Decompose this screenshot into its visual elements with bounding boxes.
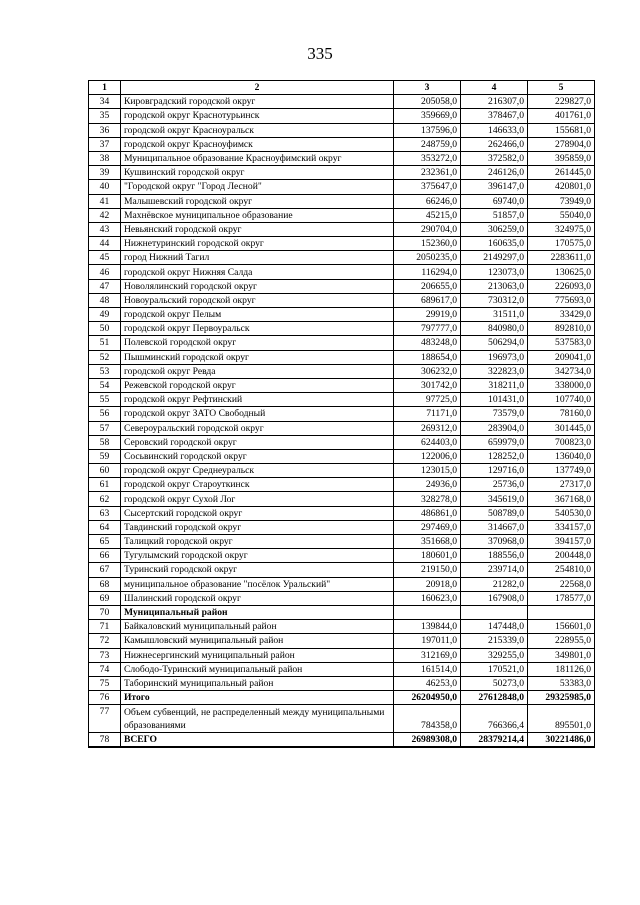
- row-value-4: 329255,0: [461, 648, 528, 662]
- row-value-4: 840980,0: [461, 322, 528, 336]
- row-value-5: 420801,0: [528, 180, 595, 194]
- row-name: городской округ Пелым: [120, 308, 393, 322]
- table-row: [89, 549, 595, 563]
- row-value-4: 129716,0: [461, 464, 528, 478]
- row-value-3: 97725,0: [394, 393, 461, 407]
- row-value-3: 269312,0: [394, 421, 461, 435]
- row-name: Кушвинский городской округ: [120, 166, 393, 180]
- row-value-4: 306259,0: [461, 222, 528, 236]
- row-value-4: 2149297,0: [461, 251, 528, 265]
- row-value-4: 51857,0: [461, 208, 528, 222]
- row-value-3: 353272,0: [394, 151, 461, 165]
- row-value-5: 156601,0: [528, 620, 595, 634]
- row-value-3: 689617,0: [394, 293, 461, 307]
- row-value-4: 314667,0: [461, 520, 528, 534]
- table-row: [89, 166, 595, 180]
- col-header-1: 1: [89, 81, 121, 95]
- row-value-3: 328278,0: [394, 492, 461, 506]
- row-number: 67: [89, 563, 121, 577]
- row-value-5: 22568,0: [528, 577, 595, 591]
- row-value-4: 28379214,4: [461, 733, 528, 748]
- row-name: Муниципальное образование Красноуфимский округ: [120, 151, 393, 165]
- row-number: 71: [89, 620, 121, 634]
- table-row: [89, 350, 595, 364]
- row-name: Объем субвенций, не распределенный между муниципальными образованиями: [120, 705, 393, 733]
- row-value-3: 301742,0: [394, 378, 461, 392]
- table-row: [89, 123, 595, 137]
- row-value-5: 338000,0: [528, 378, 595, 392]
- row-value-4: [461, 605, 528, 619]
- row-number: 52: [89, 350, 121, 364]
- row-value-5: 228955,0: [528, 634, 595, 648]
- row-value-5: 30221486,0: [528, 733, 595, 748]
- row-value-3: 152360,0: [394, 237, 461, 251]
- table-row: [89, 464, 595, 478]
- row-number: 70: [89, 605, 121, 619]
- table-row: [89, 378, 595, 392]
- row-name: ВСЕГО: [120, 733, 393, 748]
- row-number: 39: [89, 166, 121, 180]
- row-value-5: 78160,0: [528, 407, 595, 421]
- row-number: 62: [89, 492, 121, 506]
- table-row: [89, 322, 595, 336]
- col-header-4: 4: [461, 81, 528, 95]
- row-number: 57: [89, 421, 121, 435]
- row-number: 44: [89, 237, 121, 251]
- row-name: городской округ Красноуральск: [120, 123, 393, 137]
- row-value-4: 396147,0: [461, 180, 528, 194]
- col-header-2: 2: [120, 81, 393, 95]
- row-value-4: 659979,0: [461, 435, 528, 449]
- row-number: 59: [89, 449, 121, 463]
- table-row: [89, 407, 595, 421]
- table-row: [89, 237, 595, 251]
- table-row: [89, 591, 595, 605]
- row-value-5: 394157,0: [528, 535, 595, 549]
- row-value-4: 730312,0: [461, 293, 528, 307]
- row-number: 66: [89, 549, 121, 563]
- row-value-3: 486861,0: [394, 506, 461, 520]
- row-value-4: 506294,0: [461, 336, 528, 350]
- row-value-4: 69740,0: [461, 194, 528, 208]
- table-row: [89, 676, 595, 690]
- row-value-4: 318211,0: [461, 378, 528, 392]
- row-value-5: 301445,0: [528, 421, 595, 435]
- table-row: [89, 421, 595, 435]
- row-number: 61: [89, 478, 121, 492]
- row-name: город Нижний Тагил: [120, 251, 393, 265]
- row-name: городской округ Рефтинский: [120, 393, 393, 407]
- row-name: Тавдинский городской округ: [120, 520, 393, 534]
- row-name: Итого: [120, 691, 393, 705]
- row-value-4: 170521,0: [461, 662, 528, 676]
- row-number: 47: [89, 279, 121, 293]
- row-value-4: 160635,0: [461, 237, 528, 251]
- row-number: 64: [89, 520, 121, 534]
- row-value-4: 123073,0: [461, 265, 528, 279]
- row-value-4: 345619,0: [461, 492, 528, 506]
- row-value-4: 766366,4: [461, 705, 528, 733]
- row-number: 76: [89, 691, 121, 705]
- row-value-5: 200448,0: [528, 549, 595, 563]
- row-value-5: 537583,0: [528, 336, 595, 350]
- row-value-3: 71171,0: [394, 407, 461, 421]
- table-row: [89, 705, 595, 733]
- row-value-5: 892810,0: [528, 322, 595, 336]
- row-value-5: 137749,0: [528, 464, 595, 478]
- row-value-5: 178577,0: [528, 591, 595, 605]
- row-value-5: 130625,0: [528, 265, 595, 279]
- row-value-3: [394, 605, 461, 619]
- row-number: 51: [89, 336, 121, 350]
- col-header-3: 3: [394, 81, 461, 95]
- row-number: 74: [89, 662, 121, 676]
- row-value-3: 180601,0: [394, 549, 461, 563]
- row-number: 35: [89, 109, 121, 123]
- row-value-4: 147448,0: [461, 620, 528, 634]
- row-number: 49: [89, 308, 121, 322]
- row-value-5: 775693,0: [528, 293, 595, 307]
- row-value-5: 2283611,0: [528, 251, 595, 265]
- row-name: Махнёвское муниципальное образование: [120, 208, 393, 222]
- row-value-5: 53383,0: [528, 676, 595, 690]
- row-value-3: 290704,0: [394, 222, 461, 236]
- row-number: 56: [89, 407, 121, 421]
- row-number: 38: [89, 151, 121, 165]
- row-value-5: 254810,0: [528, 563, 595, 577]
- row-value-4: 262466,0: [461, 137, 528, 151]
- table-row: [89, 662, 595, 676]
- row-name: Нижнетуринский городской округ: [120, 237, 393, 251]
- row-value-5: 136040,0: [528, 449, 595, 463]
- table-row: [89, 520, 595, 534]
- row-value-5: 107740,0: [528, 393, 595, 407]
- row-value-3: 232361,0: [394, 166, 461, 180]
- row-value-4: 322823,0: [461, 364, 528, 378]
- table-row: [89, 563, 595, 577]
- row-value-5: 73949,0: [528, 194, 595, 208]
- row-number: 65: [89, 535, 121, 549]
- row-number: 72: [89, 634, 121, 648]
- row-name: Малышевский городской округ: [120, 194, 393, 208]
- row-name: городской округ Нижняя Салда: [120, 265, 393, 279]
- row-value-4: 128252,0: [461, 449, 528, 463]
- table-row: [89, 492, 595, 506]
- row-name: муниципальное образование "посёлок Уральский": [120, 577, 393, 591]
- table-row: [89, 648, 595, 662]
- row-value-3: 45215,0: [394, 208, 461, 222]
- row-value-4: 73579,0: [461, 407, 528, 421]
- table-row: [89, 137, 595, 151]
- row-value-4: 378467,0: [461, 109, 528, 123]
- row-value-5: 155681,0: [528, 123, 595, 137]
- row-value-3: 483248,0: [394, 336, 461, 350]
- row-number: 34: [89, 95, 121, 109]
- row-value-5: 181126,0: [528, 662, 595, 676]
- table-row: [89, 620, 595, 634]
- row-value-5: 170575,0: [528, 237, 595, 251]
- table-row: [89, 180, 595, 194]
- row-value-3: 297469,0: [394, 520, 461, 534]
- row-value-3: 26989308,0: [394, 733, 461, 748]
- row-value-5: 55040,0: [528, 208, 595, 222]
- table-row: [89, 251, 595, 265]
- table-row: [89, 393, 595, 407]
- row-value-5: 349801,0: [528, 648, 595, 662]
- table-row: [89, 364, 595, 378]
- row-name: городской округ Староуткинск: [120, 478, 393, 492]
- row-number: 50: [89, 322, 121, 336]
- row-value-5: 395859,0: [528, 151, 595, 165]
- row-value-4: 188556,0: [461, 549, 528, 563]
- row-value-5: 342734,0: [528, 364, 595, 378]
- row-value-3: 219150,0: [394, 563, 461, 577]
- row-value-5: 700823,0: [528, 435, 595, 449]
- row-value-3: 188654,0: [394, 350, 461, 364]
- row-name: Новоуральский городской округ: [120, 293, 393, 307]
- row-value-4: 508789,0: [461, 506, 528, 520]
- page-number: 335: [307, 44, 333, 63]
- row-value-4: 146633,0: [461, 123, 528, 137]
- row-value-5: 226093,0: [528, 279, 595, 293]
- row-name: Серовский городской округ: [120, 435, 393, 449]
- row-value-4: 283904,0: [461, 421, 528, 435]
- row-name: Североуральский городской округ: [120, 421, 393, 435]
- table-row: [89, 109, 595, 123]
- row-name: Муниципальный район: [120, 605, 393, 619]
- row-value-4: 372582,0: [461, 151, 528, 165]
- row-value-5: 324975,0: [528, 222, 595, 236]
- row-name: Нижнесергинский муниципальный район: [120, 648, 393, 662]
- row-value-3: 624403,0: [394, 435, 461, 449]
- table-row: [89, 506, 595, 520]
- row-number: 46: [89, 265, 121, 279]
- row-number: 63: [89, 506, 121, 520]
- table-row: [89, 308, 595, 322]
- row-value-3: 375647,0: [394, 180, 461, 194]
- row-name: городской округ Краснотурьинск: [120, 109, 393, 123]
- row-value-3: 116294,0: [394, 265, 461, 279]
- row-value-5: 209041,0: [528, 350, 595, 364]
- header-row: [89, 81, 595, 95]
- row-value-5: 29325985,0: [528, 691, 595, 705]
- row-number: 43: [89, 222, 121, 236]
- row-value-3: 20918,0: [394, 577, 461, 591]
- row-number: 36: [89, 123, 121, 137]
- row-value-5: 261445,0: [528, 166, 595, 180]
- row-name: Полевской городской округ: [120, 336, 393, 350]
- row-value-3: 2050235,0: [394, 251, 461, 265]
- row-name: городской округ Ревда: [120, 364, 393, 378]
- row-value-3: 359669,0: [394, 109, 461, 123]
- table-row: [89, 208, 595, 222]
- row-number: 37: [89, 137, 121, 151]
- row-value-3: 161514,0: [394, 662, 461, 676]
- table-row: [89, 265, 595, 279]
- row-value-5: 33429,0: [528, 308, 595, 322]
- table-row: [89, 478, 595, 492]
- row-value-3: 784358,0: [394, 705, 461, 733]
- row-value-3: 206655,0: [394, 279, 461, 293]
- table-row: [89, 535, 595, 549]
- row-name: Сосьвинский городской округ: [120, 449, 393, 463]
- row-name: городской округ Красноуфимск: [120, 137, 393, 151]
- table-row: [89, 336, 595, 350]
- row-value-5: 27317,0: [528, 478, 595, 492]
- row-number: 69: [89, 591, 121, 605]
- row-value-3: 205058,0: [394, 95, 461, 109]
- row-value-5: 229827,0: [528, 95, 595, 109]
- row-value-3: 137596,0: [394, 123, 461, 137]
- table-row: [89, 449, 595, 463]
- table-body: [89, 95, 595, 748]
- row-number: 60: [89, 464, 121, 478]
- row-value-3: 306232,0: [394, 364, 461, 378]
- row-number: 68: [89, 577, 121, 591]
- row-value-4: 21282,0: [461, 577, 528, 591]
- row-value-4: 101431,0: [461, 393, 528, 407]
- table-row: [89, 279, 595, 293]
- table-row: [89, 435, 595, 449]
- row-number: 78: [89, 733, 121, 748]
- table-row: [89, 151, 595, 165]
- row-value-5: [528, 605, 595, 619]
- row-name: Пышминский городской округ: [120, 350, 393, 364]
- row-value-3: 46253,0: [394, 676, 461, 690]
- row-value-4: 370968,0: [461, 535, 528, 549]
- row-number: 77: [89, 705, 121, 733]
- row-value-5: 278904,0: [528, 137, 595, 151]
- table-row: [89, 95, 595, 109]
- row-value-3: 29919,0: [394, 308, 461, 322]
- subvention-table: [88, 80, 595, 748]
- row-name: Талицкий городской округ: [120, 535, 393, 549]
- row-number: 45: [89, 251, 121, 265]
- row-value-5: 367168,0: [528, 492, 595, 506]
- table-row: [89, 733, 595, 748]
- row-value-5: 540530,0: [528, 506, 595, 520]
- row-value-3: 122006,0: [394, 449, 461, 463]
- row-value-4: 50273,0: [461, 676, 528, 690]
- row-name: Слободо-Туринский муниципальный район: [120, 662, 393, 676]
- row-name: Режевской городской округ: [120, 378, 393, 392]
- row-name: "Городской округ "Город Лесной": [120, 180, 393, 194]
- row-value-4: 239714,0: [461, 563, 528, 577]
- row-value-3: 312169,0: [394, 648, 461, 662]
- table-row: [89, 605, 595, 619]
- row-number: 48: [89, 293, 121, 307]
- row-value-3: 66246,0: [394, 194, 461, 208]
- row-value-3: 248759,0: [394, 137, 461, 151]
- row-name: Туринский городской округ: [120, 563, 393, 577]
- row-name: Таборинский муниципальный район: [120, 676, 393, 690]
- row-name: городской округ Среднеуральск: [120, 464, 393, 478]
- table-row: [89, 293, 595, 307]
- row-name: городской округ Сухой Лог: [120, 492, 393, 506]
- row-number: 55: [89, 393, 121, 407]
- table-row: [89, 222, 595, 236]
- row-name: Тугулымский городской округ: [120, 549, 393, 563]
- row-value-3: 139844,0: [394, 620, 461, 634]
- row-number: 54: [89, 378, 121, 392]
- row-value-4: 196973,0: [461, 350, 528, 364]
- row-name: Кировградский городской округ: [120, 95, 393, 109]
- col-header-5: 5: [528, 81, 595, 95]
- row-name: Новолялинский городской округ: [120, 279, 393, 293]
- row-value-5: 334157,0: [528, 520, 595, 534]
- row-value-4: 246126,0: [461, 166, 528, 180]
- row-value-3: 26204950,0: [394, 691, 461, 705]
- table-row: [89, 634, 595, 648]
- row-value-4: 25736,0: [461, 478, 528, 492]
- row-value-3: 123015,0: [394, 464, 461, 478]
- row-name: городской округ Первоуральск: [120, 322, 393, 336]
- row-value-3: 160623,0: [394, 591, 461, 605]
- row-name: Шалинский городской округ: [120, 591, 393, 605]
- row-value-4: 27612848,0: [461, 691, 528, 705]
- row-value-3: 351668,0: [394, 535, 461, 549]
- row-name: Байкаловский муниципальный район: [120, 620, 393, 634]
- table-row: [89, 577, 595, 591]
- row-name: городской округ ЗАТО Свободный: [120, 407, 393, 421]
- row-value-4: 31511,0: [461, 308, 528, 322]
- table-row: [89, 691, 595, 705]
- row-number: 53: [89, 364, 121, 378]
- row-number: 75: [89, 676, 121, 690]
- row-value-5: 401761,0: [528, 109, 595, 123]
- row-value-4: 213063,0: [461, 279, 528, 293]
- row-value-5: 895501,0: [528, 705, 595, 733]
- row-number: 58: [89, 435, 121, 449]
- row-number: 42: [89, 208, 121, 222]
- row-number: 73: [89, 648, 121, 662]
- row-value-4: 215339,0: [461, 634, 528, 648]
- row-value-3: 197011,0: [394, 634, 461, 648]
- table-row: [89, 194, 595, 208]
- row-value-3: 797777,0: [394, 322, 461, 336]
- row-number: 40: [89, 180, 121, 194]
- row-name: Камышловский муниципальный район: [120, 634, 393, 648]
- row-value-4: 167908,0: [461, 591, 528, 605]
- row-value-3: 24936,0: [394, 478, 461, 492]
- row-name: Невьянский городской округ: [120, 222, 393, 236]
- row-value-4: 216307,0: [461, 95, 528, 109]
- row-number: 41: [89, 194, 121, 208]
- row-name: Сысертский городской округ: [120, 506, 393, 520]
